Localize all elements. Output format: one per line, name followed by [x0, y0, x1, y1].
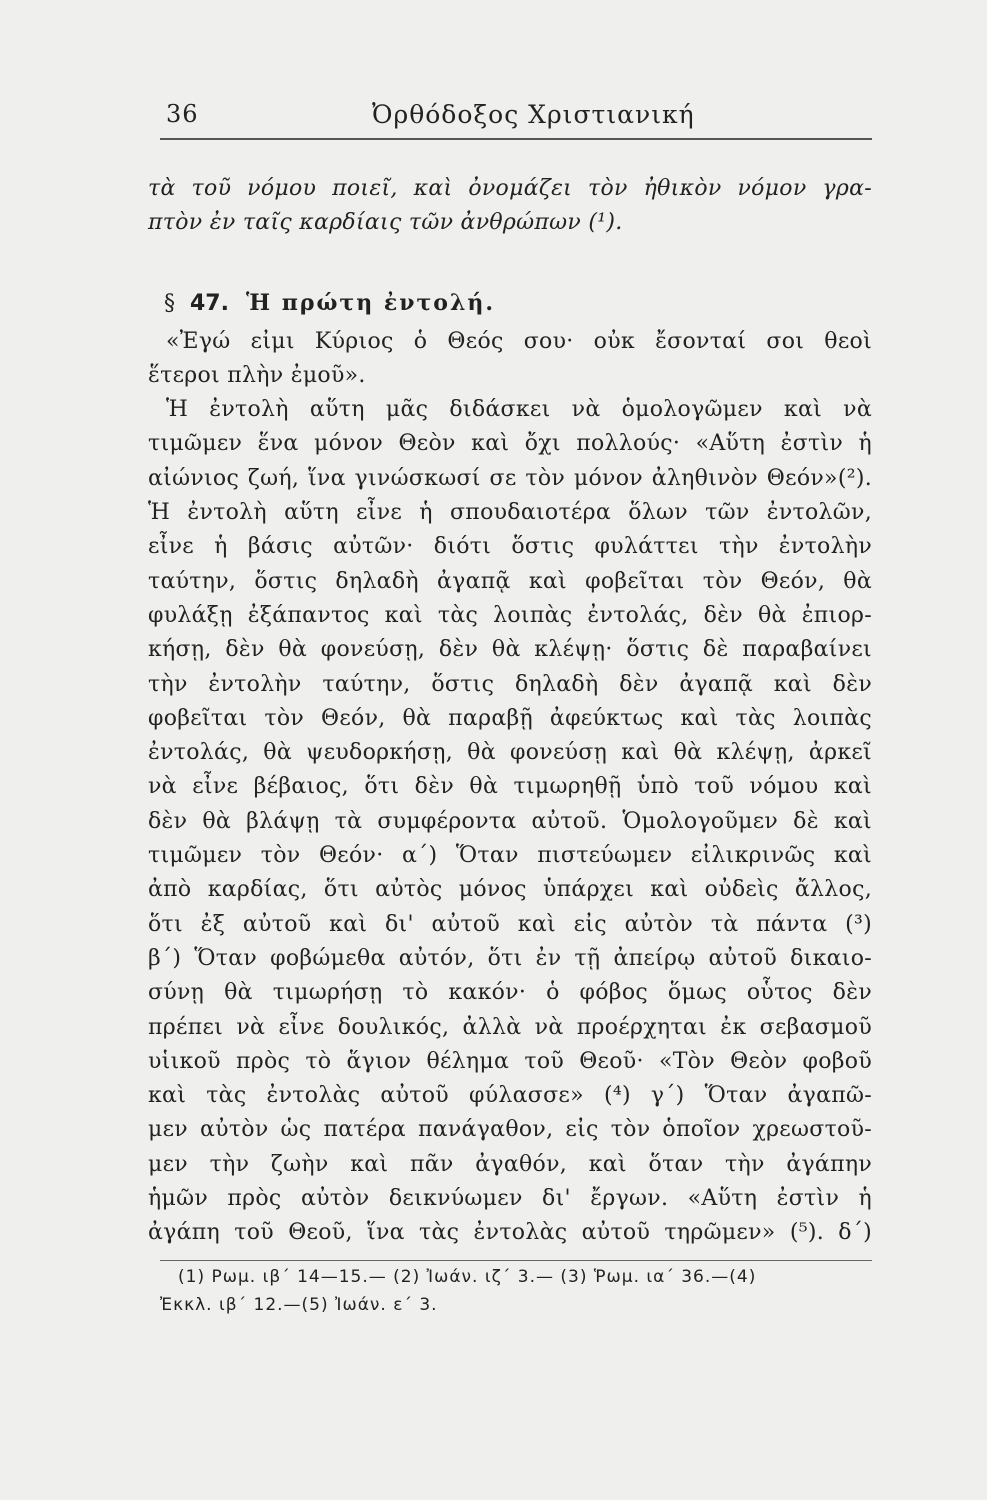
body-line: εἶνε ἡ βάσις αὐτῶν· διότι ὅστις φυλάττει τὴν ἐντολὴν — [148, 534, 872, 560]
body-line: δὲν θὰ βλάψῃ τὰ συμφέροντα αὐτοῦ. Ὁμολογοῦμεν δὲ καὶ — [148, 808, 872, 834]
body-line: τὴν ἐντολὴν ταύτην, ὅστις δηλαδὴ δὲν ἀγαπᾷ καὶ δὲν — [148, 671, 872, 697]
intro-line: πτὸν ἐν ταῖς καρδίαις τῶν ἀνθρώπων (¹). — [148, 210, 623, 236]
footnote-line: Ἐκκλ. ιβ΄ 12.—(5) Ἰωάν. ε΄ 3. — [160, 1295, 438, 1315]
body-line: τιμῶμεν ἕνα μόνον Θεὸν καὶ ὄχι πολλούς· «Αὕτη ἐστὶν ἡ — [148, 431, 872, 457]
body-line: πρέπει νὰ εἶνε δουλικός, ἀλλὰ νὰ προέρχηται ἐκ σεβασμοῦ — [148, 1014, 872, 1040]
body-line: μεν τὴν ζωὴν καὶ πᾶν ἀγαθόν, καὶ ὅταν τὴν ἀγάπην — [148, 1151, 872, 1177]
body-line: Ἡ ἐντολὴ αὕτη εἶνε ἡ σπουδαιοτέρα ὅλων τῶν ἐντολῶν, — [148, 500, 872, 526]
intro-line: τὰ τοῦ νόμου ποιεῖ, καὶ ὀνομάζει τὸν ἠθικὸν νόμον γρα- — [148, 176, 872, 201]
running-head — [160, 98, 872, 140]
body-line: μεν αὐτὸν ὡς πατέρα πανάγαθον, εἰς τὸν ὁποῖον χρεωστοῦ- — [148, 1117, 872, 1143]
section-title: Ἡ πρώτη ἐντολή. — [245, 289, 496, 316]
running-title: Ὀρθόδοξος Χριστιανική — [372, 100, 695, 129]
body-line: φυλάξῃ ἐξάπαντος καὶ τὰς λοιπὰς ἐντολάς, δὲν θὰ ἐπιορ- — [148, 602, 872, 628]
body-line: σύνῃ θὰ τιμωρήσῃ τὸ κακόν· ὁ φόβος ὅμως οὗτος δὲν — [148, 980, 872, 1006]
body-line: ἐντολάς, θὰ ψευδορκήσῃ, θὰ φονεύσῃ καὶ θὰ κλέψῃ, ἀρκεῖ — [148, 740, 872, 766]
body-line: καὶ τὰς ἐντολὰς αὐτοῦ φύλασσε» (⁴) γ΄) Ὅταν ἀγαπῶ- — [148, 1083, 872, 1109]
body-line: φοβεῖται τὸν Θεόν, θὰ παραβῇ ἀφεύκτως καὶ τὰς λοιπὰς — [148, 705, 872, 731]
footnote-line: (1) Ρωμ. ιβ΄ 14—15.— (2) Ἰωάν. ιζ΄ 3.— (3) Ῥωμ. ια΄ 36.—(4) — [178, 1267, 757, 1287]
body-line: τιμῶμεν τὸν Θεόν· α΄) Ὅταν πιστεύωμεν εἰλικρινῶς καὶ — [148, 843, 872, 869]
body-line: ἡμῶν πρὸς αὐτὸν δεικνύωμεν δι' ἔργων. «Αὕτη ἐστὶν ἡ — [148, 1186, 872, 1212]
body-line: ἀγάπη τοῦ Θεοῦ, ἵνα τὰς ἐντολὰς αὐτοῦ τηρῶμεν» (⁵). δ΄) — [148, 1220, 872, 1246]
body-line: ταύτην, ὅστις δηλαδὴ ἀγαπᾷ καὶ φοβεῖται τὸν Θεόν, θὰ — [148, 568, 872, 594]
body-line: ἕτεροι πλὴν ἐμοῦ». — [148, 362, 366, 388]
body-line: αἰώνιος ζωή, ἵνα γινώσκωσί σε τὸν μόνον ἀληθινὸν Θεόν»(²). — [148, 465, 872, 491]
body-line: κήσῃ, δὲν θὰ φονεύσῃ, δὲν θὰ κλέψῃ· ὅστις δὲ παραβαίνει — [148, 637, 872, 663]
body-line: β΄) Ὅταν φοβώμεθα αὐτόν, ὅτι ἐν τῇ ἀπείρῳ αὐτοῦ δικαιο- — [148, 945, 872, 971]
body-line: Ἡ ἐντολὴ αὕτη μᾶς διδάσκει νὰ ὁμολογῶμεν καὶ νὰ — [166, 397, 872, 423]
body-line: ὅτι ἐξ αὐτοῦ καὶ δι' αὐτοῦ καὶ εἰς αὐτὸν τὰ πάντα (³) — [148, 911, 872, 937]
section-symbol: § — [164, 290, 175, 316]
body-line: ἀπὸ καρδίας, ὅτι αὐτὸς μόνος ὑπάρχει καὶ οὐδεὶς ἄλλος, — [148, 877, 872, 903]
body-line: «Ἐγώ εἰμι Κύριος ὁ Θεός σου· οὐκ ἔσονταί σοι θεοὶ — [166, 328, 872, 354]
page-number: 36 — [166, 100, 199, 128]
footnotes — [160, 1260, 872, 1319]
section-heading — [148, 281, 872, 325]
body-line: νὰ εἶνε βέβαιος, ὅτι δὲν θὰ τιμωρηθῇ ὑπὸ τοῦ νόμου καὶ — [148, 774, 872, 800]
body-text — [148, 172, 872, 1251]
body-line: υἱικοῦ πρὸς τὸ ἅγιον θέλημα τοῦ Θεοῦ· «Τὸν Θεὸν φοβοῦ — [148, 1048, 872, 1074]
section-number: 47. — [190, 290, 229, 316]
